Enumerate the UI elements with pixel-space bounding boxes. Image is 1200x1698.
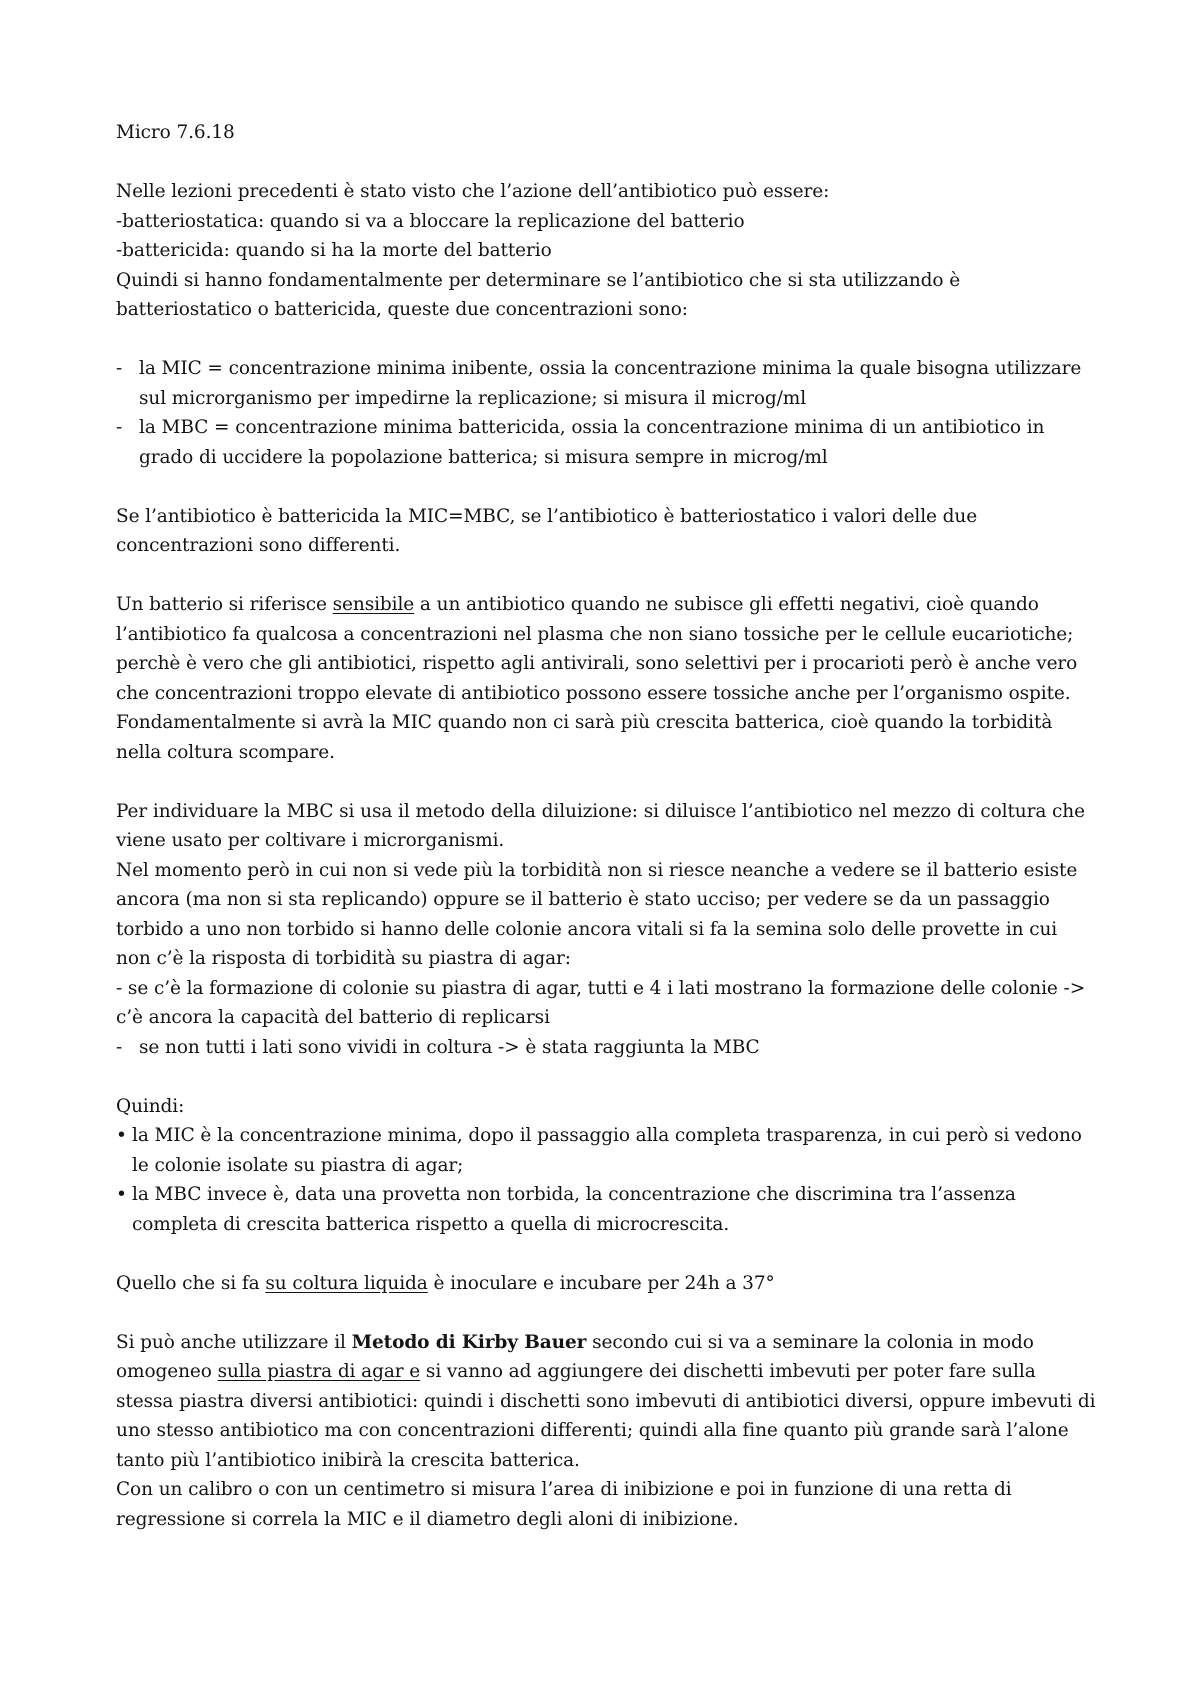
intro-line-3: -battericida: quando si ha la morte del batterio (116, 240, 552, 261)
sensibile-paragraph (116, 590, 1096, 767)
quindi-item-text: la MIC è la concentrazione minima, dopo il passaggio alla completa trasparenza, in cui però si vedono le colonie isolate su piastra di agar; (132, 1125, 1082, 1176)
quindi-item-mbc (116, 1180, 1096, 1239)
sensibile-line-1 (116, 590, 1096, 708)
kirby-bold: Metodo di Kirby Bauer (351, 1331, 587, 1353)
bullet-marker: • (116, 1125, 127, 1146)
kirby-middle: secondo cui si va a seminare la colonia in modo omogeneo (116, 1331, 1034, 1382)
quindi-item-mic (116, 1121, 1096, 1180)
intro-paragraph (116, 177, 1096, 325)
kirby-after: si vanno ad aggiungere dei dischetti imbevuti per poter fare sulla stessa piastra diversi antibiotici: quindi i dischetti sono imbevuti di antibiotici diversi, oppure imbevuti di uno stesso antibiotico ma con concentrazioni differenti; quindi alla fine quanto più grande sarà l’alone tanto più l’antibiotico inibirà la crescita batterica. (116, 1361, 1096, 1471)
definition-text: la MIC = concentrazione minima inibente, ossia la concentrazione minima la quale bisogna utilizzare sul microrganismo per impedirne la replicazione; si misura il microg/ml (139, 358, 1082, 409)
diluizione-line-1: Per individuare la MBC si usa il metodo della diluizione: si diluisce l’antibiotico nel mezzo di coltura che viene usato per coltivare i microrganismi. (116, 800, 1085, 851)
intro-line-1: Nelle lezioni precedenti è stato visto che l’azione dell’antibiotico può essere: (116, 181, 830, 202)
intro-line-2: -batteriostatica: quando si va a bloccare la replicazione del batterio (116, 210, 745, 232)
mic-mbc-paragraph (116, 502, 1096, 561)
definition-mic (116, 354, 1096, 413)
coltura-underlined: su coltura liquida (265, 1272, 428, 1294)
intro-line-4: Quindi si hanno fondamentalmente per determinare se l’antibiotico che si sta utilizzando è batteriostatico o battericida, queste due concentrazioni sono: (116, 269, 961, 320)
diluizione-line-3: - se c’è la formazione di colonie su piastra di agar, tutti e 4 i lati mostrano la formazione delle colonie -> c’è ancora la capacità del batterio di replicarsi (116, 977, 1086, 1028)
kirby-underlined: sulla piastra di agar e (217, 1361, 421, 1382)
diluizione-item-text: se non tutti i lati sono vividi in coltura -> è stata raggiunta la MBC (139, 1036, 760, 1058)
definition-text: la MBC = concentrazione minima battericida, ossia la concentrazione minima di un antibiotico in grado di uccidere la popolazione batterica; si misura sempre in microg/ml (139, 417, 1045, 468)
diluizione-line-2: Nel momento però in cui non si vede più la torbidità non si riesce neanche a vedere se il batterio esiste ancora (ma non si sta replicando) oppure se il batterio è stato ucciso; per vedere se da un passaggio torbido a uno non torbido si hanno delle colonie ancora vitali si fa la semina solo delle provette in cui non c’è la risposta di torbidità su piastra di agar: (116, 859, 1078, 969)
title-text: Micro 7.6.18 (116, 122, 235, 143)
kirby-line-1 (116, 1328, 1096, 1476)
bullet-marker: • (116, 1184, 127, 1205)
sensibile-after: a un antibiotico quando ne subisce gli effetti negativi, cioè quando l’antibiotico fa qualcosa a concentrazioni nel plasma che non siano tossiche per le cellule eucariotiche; perchè è vero che gli antibiotici, rispetto agli antivirali, sono selettivi per i procarioti però è anche vero che concentrazioni troppo elevate di antibiotico possono essere tossiche anche per l’organismo ospite. (116, 594, 1078, 704)
dash-marker: - (116, 417, 123, 438)
mic-mbc-text: Se l’antibiotico è battericida la MIC=MBC, se l’antibiotico è batteriostatico i valori delle due concentrazioni sono differenti. (116, 505, 978, 556)
document-title (116, 118, 1096, 148)
quindi-heading: Quindi: (116, 1095, 185, 1117)
diluizione-item (116, 1033, 1096, 1063)
coltura-paragraph (116, 1269, 1096, 1299)
coltura-before: Quello che si fa (116, 1272, 266, 1294)
document-body (116, 118, 1096, 1534)
dash-marker: - (116, 358, 123, 379)
dash-marker: - (116, 1036, 123, 1058)
definitions-list (116, 354, 1096, 472)
kirby-line-2: Con un calibro o con un centimetro si misura l’area di inibizione e poi in funzione di una retta di regressione si correla la MIC e il diametro degli aloni di inibizione. (116, 1479, 1012, 1530)
coltura-after: è inoculare e incubare per 24h a 37° (427, 1272, 775, 1294)
definition-mbc (116, 413, 1096, 472)
quindi-section (116, 1092, 1096, 1240)
sensibile-line-2: Fondamentalmente si avrà la MIC quando non ci sarà più crescita batterica, cioè quando la torbidità nella coltura scompare. (116, 712, 1053, 763)
kirby-before: Si può anche utilizzare il (116, 1331, 352, 1353)
kirby-paragraph (116, 1328, 1096, 1535)
sensibile-underlined: sensibile (332, 594, 415, 615)
sensibile-before: Un batterio si riferisce (116, 594, 333, 615)
diluizione-paragraph (116, 797, 1096, 1063)
quindi-item-text: la MBC invece è, data una provetta non torbida, la concentrazione che discrimina tra l’assenza completa di crescita batterica rispetto a quella di microcrescita. (132, 1184, 1016, 1235)
